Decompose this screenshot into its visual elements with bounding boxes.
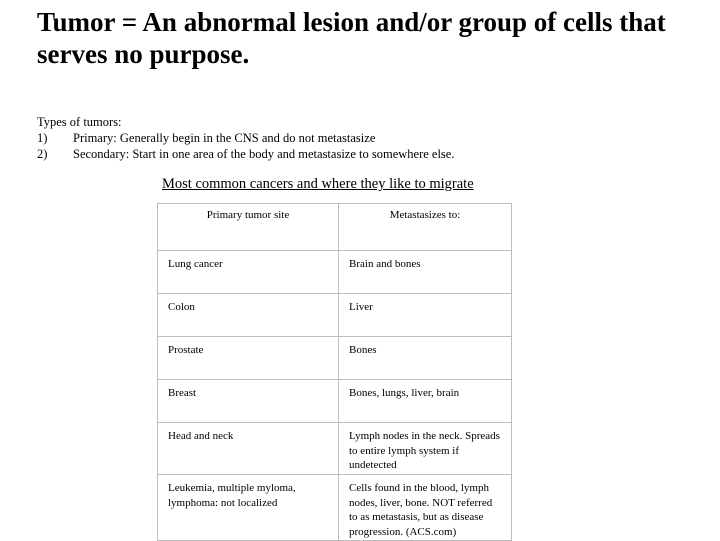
table-caption: Most common cancers and where they like to migrate: [162, 176, 474, 192]
tumor-types-heading: Types of tumors:: [37, 115, 122, 129]
column-header-metastasizes-to: Metastasizes to:: [339, 204, 512, 251]
table-cell: Lymph nodes in the neck. Spreads to entire lymph system if undetected: [339, 423, 512, 475]
table-cell: Head and neck: [158, 423, 339, 475]
page-title: Tumor = An abnormal lesion and/or group of cells that serves no purpose.: [37, 7, 666, 69]
list-item-number: 2): [37, 147, 48, 161]
table-row: [158, 251, 512, 294]
table-cell: Bones: [339, 337, 512, 380]
table-header-row: [158, 204, 512, 251]
tumor-types-list: [37, 114, 697, 162]
table-cell: Breast: [158, 380, 339, 423]
table-cell: Cells found in the blood, lymph nodes, liver, bone. NOT referred to as metastasis, but as disease progression. (ACS.com): [339, 475, 512, 541]
table-cell: Leukemia, multiple myloma, lymphoma: not localized: [158, 475, 339, 541]
list-item-text: Secondary: Start in one area of the body and metastasize to somewhere else.: [73, 147, 455, 161]
table-cell: Brain and bones: [339, 251, 512, 294]
list-item-text: Primary: Generally begin in the CNS and do not metastasize: [73, 131, 376, 145]
table-cell: Prostate: [158, 337, 339, 380]
table-row: [158, 337, 512, 380]
list-item-number: 1): [37, 131, 48, 145]
table-cell: Lung cancer: [158, 251, 339, 294]
table-row: [158, 294, 512, 337]
metastasis-table: [157, 203, 512, 541]
table-row: [158, 380, 512, 423]
table-cell: Colon: [158, 294, 339, 337]
table-cell: Liver: [339, 294, 512, 337]
table-cell: Bones, lungs, liver, brain: [339, 380, 512, 423]
table-row: [158, 423, 512, 475]
list-item: [37, 146, 697, 162]
list-item: [37, 130, 697, 146]
column-header-primary-site: Primary tumor site: [158, 204, 339, 251]
table-row: [158, 475, 512, 541]
